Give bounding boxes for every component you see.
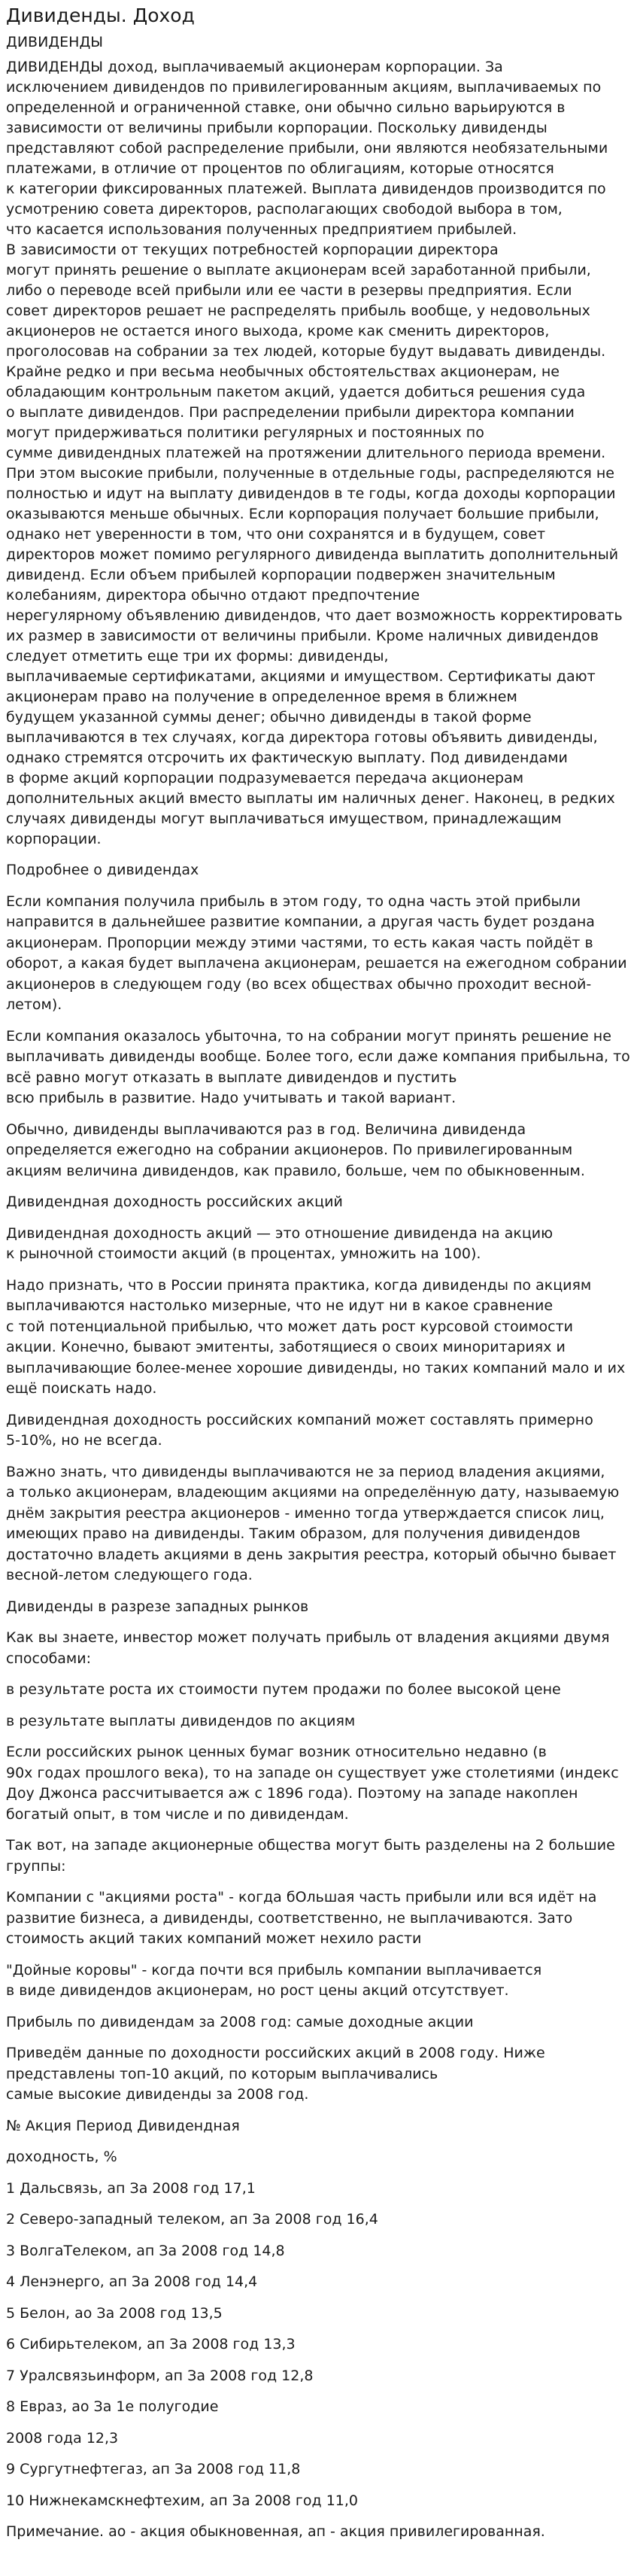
table-row: 6 Сибирьтелеком, ап За 2008 год 13,3 [6, 2336, 296, 2352]
table-header: № Акция Период Дивидендная [6, 2117, 240, 2134]
table-header: доходность, % [6, 2149, 117, 2165]
paragraph: Надо признать, что в России принята практика, когда дивиденды по акциям выплачиваются настолько мизерные, что не идут ни в какое сравнение с той потенциальной прибылью, что может дать рост курсовой стоимости акции. Конечно, бывают эмитенты, заботящиеся о своих миноритариях и выплачивающие более-менее хорошие дивиденды, но таких компаний мало и их ещё поискать надо. [6, 1276, 626, 1397]
intro-paragraph: ДИВИДЕНДЫ доход, выплачиваемый акционерам корпорации. За исключением дивидендов по привилегированным акциям, выплачиваемых по определенной и ограниченной ставке, они обычно сильно варьируются в зависимости от величины прибыли корпорации. Поскольку дивиденды представляют собой распределение прибыли, они являются необязательными платежами, в отличие от процентов по облигациям, которые относятся к категории фиксированных платежей. Выплата дивидендов производится по усмотрению совета директоров, располагающих свободой выбора в том, что касается использования полученных предприятием прибылей. В зависимости от текущих потребностей корпорации директора могут принять решение о выплате акционерам всей заработанной прибыли, либо о переводе всей прибыли или ее части в резервы предприятия. Если совет директоров решает не распределять прибыль вообще, у недовольных акционеров не остается иного выхода, кроме как сменить директоров, проголосовав на собрании за тех людей, которые будут выдавать дивиденды. Крайне редко и при весьма необычных обстоятельствах акционерам, не обладающим контрольным пакетом акций, удается добиться решения суда о выплате дивидендов. При распределении прибыли директора компании могут придерживаться политики регулярных и постоянных по сумме дивидендных платежей на протяжении длительного периода времени. При этом высокие прибыли, полученные в отдельные годы, распределяются не полностью и идут на выплату дивидендов в те годы, когда доходы корпорации оказываются меньше обычных. Если корпорация получает большие прибыли, однако нет уверенности в том, что они сохранятся и в будущем, совет директоров может помимо регулярного дивиденда выплатить дополнительный дивиденд. Если объем прибылей корпорации подвержен значительным колебаниям, директора обычно отдают предпочтение нерегулярному объявлению дивидендов, что дает возможность корректировать их размер в зависимости от величины прибыли. Кроме наличных дивидендов следует отметить еще три их формы: дивиденды, выплачиваемые сертификатами, акциями и имуществом. Сертификаты дают акционерам право на получение в определенное время в ближнем будущем указанной суммы денег; обычно дивиденды в такой форме выплачиваются в тех случаях, когда директора готовы объявить дивиденды, однако стремятся отсрочить их фактическую выплату. Под дивидендами в форме акций корпорации подразумевается передача акционерам дополнительных акций вместо выплаты им наличных денег. Наконец, в редких случаях дивиденды могут выплачиваться имуществом, принадлежащим корпорации. [6, 59, 623, 847]
dividend-table [6, 2116, 631, 2543]
paragraph: Так вот, на западе акционерные общества могут быть разделены на 2 большие группы: [6, 1837, 615, 1875]
table-row: 3 ВолгаТелеком, ап За 2008 год 14,8 [6, 2242, 285, 2259]
paragraph: Если компания получила прибыль в этом году, то одна часть этой прибыли направится в дальнейшее развитие компании, а другая часть будет роздана акционерам. Пропорции между этими частями, то есть какая часть пойдёт в оборот, а какая будет выплачена акционерам, решается на ежегодном собрании акционеров в следующем году (во всех обществах обычно проходит весной- летом). [6, 893, 627, 1013]
paragraph: Если компания оказалось убыточна, то на собрании могут принять решение не выплачивать дивиденды вообще. Более того, если даже компания прибыльна, то всё равно могут отказать в выплате дивидендов и пустить всю прибыль в развитие. Надо учитывать и такой вариант. [6, 1027, 630, 1106]
table-row: 2 Северо-западный телеком, ап За 2008 год 16,4 [6, 2211, 378, 2228]
table-row: 2008 года 12,3 [6, 2429, 119, 2447]
heading-dividend-yield: Дивидендная доходность российских акций [6, 1194, 343, 1210]
table-row: 9 Сургутнефтегаз, ап За 2008 год 11,8 [6, 2461, 301, 2477]
paragraph: Дивидендная доходность российских компаний может составлять примерно 5-10%, но не всегда. [6, 1411, 593, 1449]
list-item: Компании с "акциями роста" - когда бОльшая часть прибыли или вся идёт на развитие бизнеса, а дивиденды, соответственно, не выплачиваются. Зато стоимость акций таких компаний может нехило расти [6, 1889, 597, 1947]
list-item: "Дойные коровы" - когда почти вся прибыль компании выплачивается в виде дивидендов акционерам, но рост цены акций отсутствует. [6, 1961, 542, 1999]
paragraph: Как вы знаете, инвестор может получать прибыль от владения акциями двумя способами: [6, 1629, 610, 1667]
table-row: 8 Евраз, ао За 1е полугодие [6, 2398, 219, 2415]
table-row: 4 Ленэнерго, ап За 2008 год 14,4 [6, 2273, 258, 2290]
heading-2008-top-stocks: Прибыль по дивидендам за 2008 год: самые доходные акции [6, 2013, 474, 2030]
table-note: Примечание. ао - акция обыкновенная, ап - акция привилегированная. [6, 2523, 545, 2540]
paragraph: Дивидендная доходность акций — это отношение дивиденда на акцию к рыночной стоимости акций (в процентах, умножить на 100). [6, 1224, 554, 1262]
table-row: 5 Белон, ао За 2008 год 13,5 [6, 2304, 223, 2322]
table-row: 10 Нижнекамскнефтехим, ап За 2008 год 11,0 [6, 2492, 359, 2509]
paragraph: Важно знать, что дивиденды выплачиваются не за период владения акциями, а только акционерам, владеющим акциями на определённую дату, называемую днём закрытия реестра акционеров - именно тогда утверждается список лиц, имеющих право на дивиденды. Таким образом, для получения дивидендов достаточно владеть акциями в день закрытия реестра, который обычно бывает весной-летом следующего года. [6, 1463, 620, 1583]
heading-western-markets: Дивиденды в разрезе западных рынков [6, 1598, 309, 1615]
list-item: в результате роста их стоимости путем продажи по более высокой цене [6, 1681, 561, 1698]
page-title: Дивиденды. Доход [6, 5, 195, 26]
paragraph: Если российских рынок ценных бумаг возник относительно недавно (в 90х годах прошлого века), то на западе он существует уже столетиями (индекс Доу Джонса рассчитывается аж с 1896 года). Поэтому на западе накоплен богатый опыт, в том числе и по дивидендам. [6, 1744, 619, 1823]
heading-more-about-dividends: Подробнее о дивидендах [6, 862, 199, 878]
paragraph: Приведём данные по доходности российских акций в 2008 году. Ниже представлены топ-10 акций, по которым выплачивались самые высокие дивиденды за 2008 год. [6, 2045, 545, 2103]
table-row: 7 Уралсвязьинформ, ап За 2008 год 12,8 [6, 2367, 314, 2384]
subtitle: ДИВИДЕНДЫ [6, 34, 104, 50]
table-row: 1 Дальсвязь, ап За 2008 год 17,1 [6, 2179, 256, 2197]
paragraph: Обычно, дивиденды выплачиваются раз в год. Величина дивиденда определяется ежегодно на собрании акционеров. По привилегированным акциям величина дивидендов, как правило, больше, чем по обыкновенным. [6, 1121, 585, 1179]
list-item: в результате выплаты дивидендов по акциям [6, 1712, 356, 1729]
